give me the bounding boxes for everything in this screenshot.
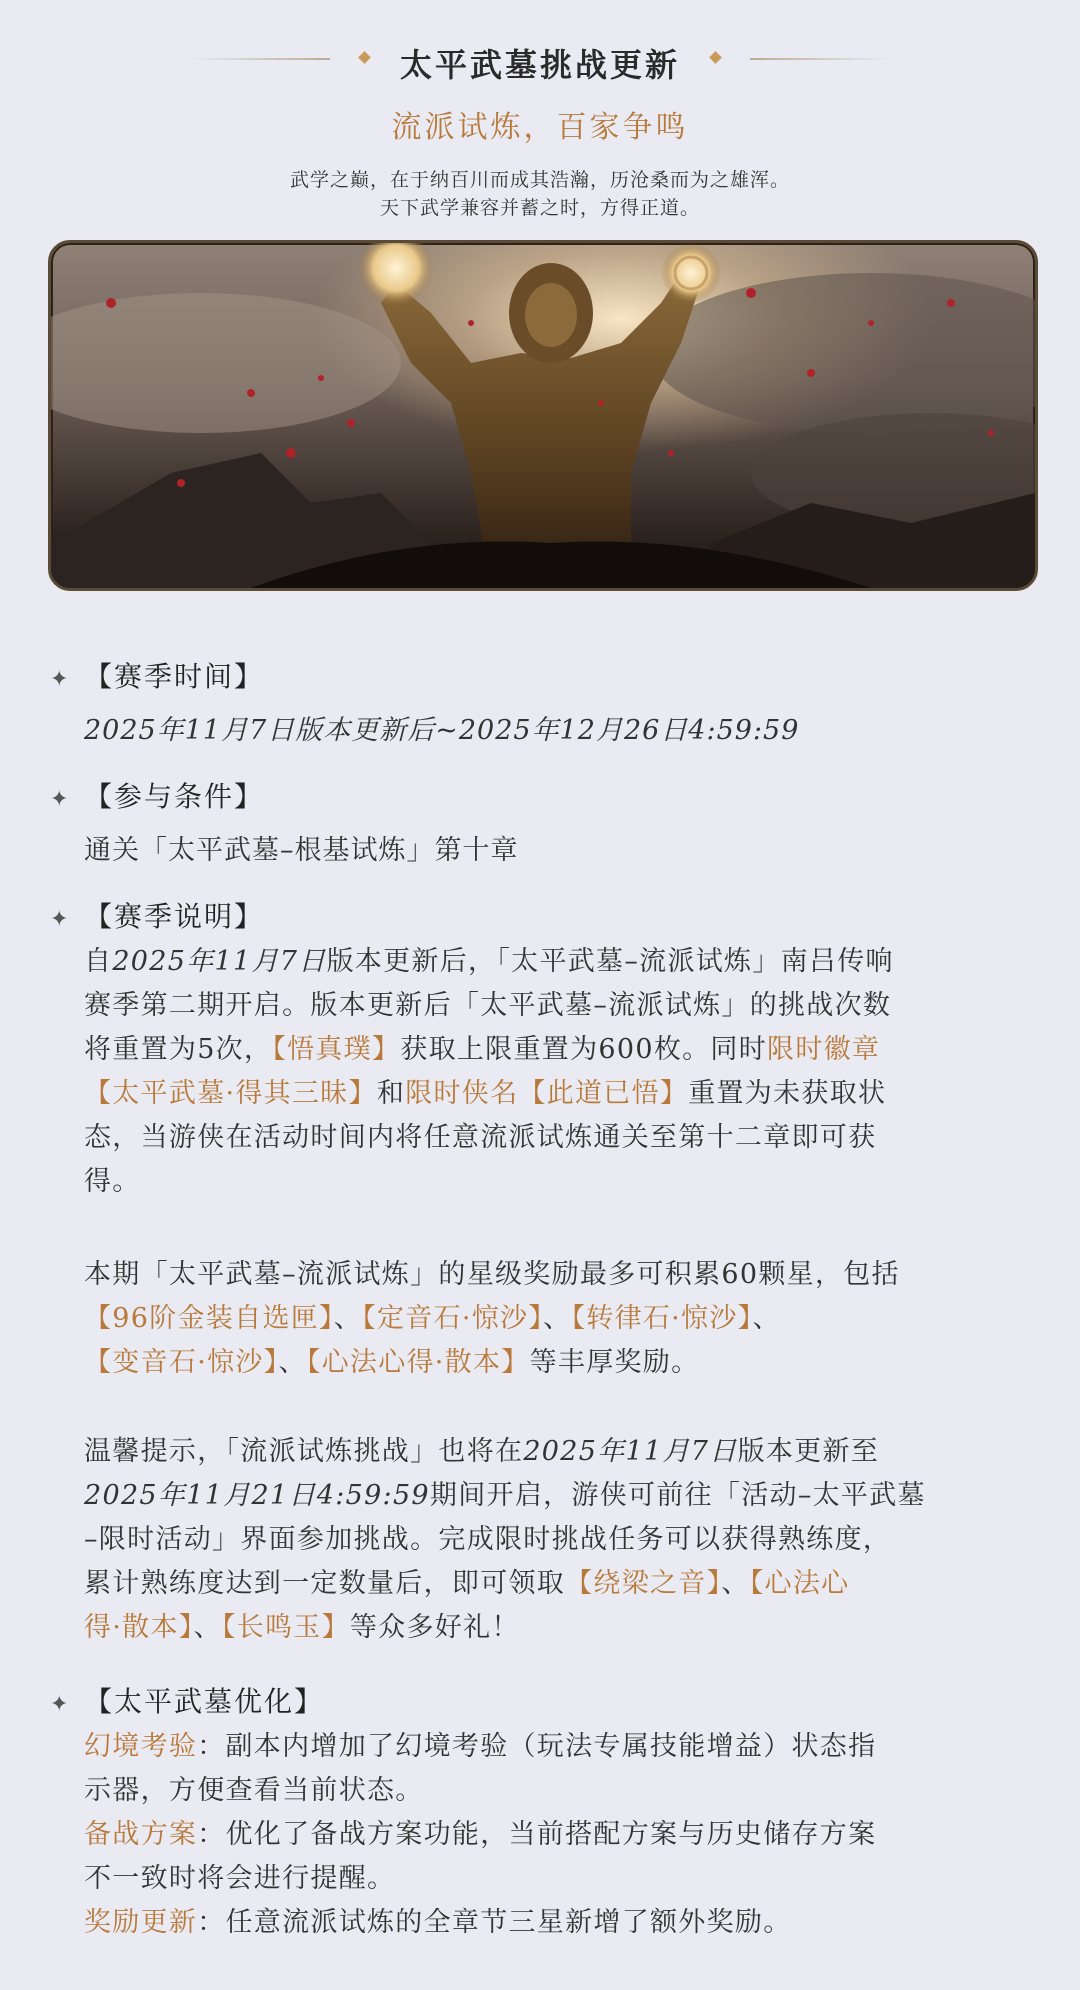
banner-artwork: [51, 243, 1035, 588]
text-line: 得·散本】、【长鸣玉】等众多好礼！: [84, 1612, 520, 1643]
section-title-label: 【太平武墓优化】: [84, 1685, 325, 1718]
participation-text: 通关「太平武墓–根基试炼」第十章: [84, 835, 519, 866]
section-title-label: 【赛季时间】: [84, 660, 265, 693]
four-point-star-icon: ✦: [50, 1692, 71, 1717]
text-line: 【太平武墓·得其三昧】和限时侠名【此道已悟】重置为未获取状: [84, 1078, 887, 1109]
section-title-optimization: [50, 1680, 324, 1720]
highlight-item: 【长鸣玉】: [221, 1612, 350, 1643]
text-line: 幻境考验：副本内增加了幻境考验（玩法专属技能增益）状态指: [84, 1731, 877, 1762]
highlight-item: 【绕梁之音】: [565, 1568, 722, 1599]
subtitle: 流派试炼，百家争鸣: [391, 110, 689, 145]
page-title: 太平武墓挑战更新: [399, 46, 680, 84]
text-line: 不一致时将会进行提醒。: [84, 1863, 396, 1894]
text-line: 将重置为5次，【悟真璞】获取上限重置为600枚。同时限时徽章: [84, 1034, 881, 1065]
season-desc-paragraph-3: [84, 1430, 1034, 1650]
highlight-item: 【太平武墓·得其三昧】: [84, 1078, 377, 1109]
section-title-season-time: [50, 655, 264, 695]
highlight-item: 【心法心: [749, 1568, 850, 1599]
text-line: 赛季第二期开启。版本更新后「太平武墓–流派试炼」的挑战次数: [84, 990, 892, 1021]
intro-line: 天下武学兼容并蓄之时，方得正道。: [379, 197, 700, 219]
text-line: –限时活动」界面参加挑战。完成限时挑战任务可以获得熟练度，: [84, 1524, 892, 1555]
banner-image: [48, 240, 1038, 591]
optimization-label: 备战方案: [84, 1819, 198, 1850]
season-time-text: 2025年11月7日版本更新后~2025年12月26日4:59:59: [84, 715, 800, 746]
text-line: 累计熟练度达到一定数量后，即可领取【绕梁之音】、【心法心: [84, 1568, 850, 1599]
text-line: 奖励更新：任意流派试炼的全章节三星新增了额外奖励。: [84, 1907, 792, 1938]
highlight-item: 【96阶金装自选匣】: [84, 1303, 334, 1334]
highlight-item: 得·散本】: [84, 1612, 194, 1643]
text-line: 【变音石·惊沙】、【心法心得·散本】等丰厚奖励。: [84, 1347, 700, 1378]
text-line: 本期「太平武墓–流派试炼」的星级奖励最多可积累60颗星，包括: [84, 1259, 900, 1290]
season-desc-paragraph-1: [84, 940, 1034, 1204]
text-line: 自2025年11月7日版本更新后，「太平武墓–流派试炼」南吕传响: [84, 946, 894, 977]
highlight-item: 【变音石·惊沙】: [84, 1347, 279, 1378]
optimization-label: 幻境考验: [84, 1731, 198, 1762]
highlight-item: 限时侠名【此道已悟】: [405, 1078, 689, 1109]
four-point-star-icon: ✦: [50, 667, 71, 692]
header-divider-right: [750, 58, 890, 60]
section-title-label: 【赛季说明】: [84, 900, 265, 933]
intro-text: [0, 166, 1080, 222]
text-line: 温馨提示，「流派试炼挑战」也将在2025年11月7日版本更新至: [84, 1436, 880, 1467]
highlight-item: 【心法心得·散本】: [306, 1347, 530, 1378]
section-title-season-desc: [50, 895, 264, 935]
highlight-item: 【悟真璞】: [272, 1034, 401, 1065]
highlight-item: 【定音石·惊沙】: [362, 1303, 544, 1334]
text-line: 态，当游侠在活动时间内将任意流派试炼通关至第十二章即可获: [84, 1122, 877, 1153]
intro-line: 武学之巅，在于纳百川而成其浩瀚，历沧桑而为之雄浑。: [289, 169, 790, 191]
section-title-label: 【参与条件】: [84, 780, 265, 813]
section-title-participation: [50, 775, 264, 815]
highlight-item: 【转律石·惊沙】: [571, 1303, 753, 1334]
header-band: [190, 40, 890, 84]
text-line: 示器，方便查看当前状态。: [84, 1775, 424, 1806]
four-point-star-icon: ✦: [50, 907, 71, 932]
optimization-label: 奖励更新: [84, 1907, 198, 1938]
text-line: 【96阶金装自选匣】、【定音石·惊沙】、【转律石·惊沙】、: [84, 1303, 781, 1334]
four-point-star-icon: ✦: [50, 787, 71, 812]
text-line: 得。: [84, 1166, 141, 1197]
season-desc-paragraph-2: [84, 1253, 1034, 1385]
optimization-list: [84, 1725, 1034, 1945]
text-line: 2025年11月21日4:59:59期间开启，游侠可前往「活动–太平武墓: [84, 1480, 926, 1511]
text-line: 备战方案：优化了备战方案功能，当前搭配方案与历史储存方案: [84, 1819, 877, 1850]
highlight-item: 限时徽章: [767, 1034, 881, 1065]
